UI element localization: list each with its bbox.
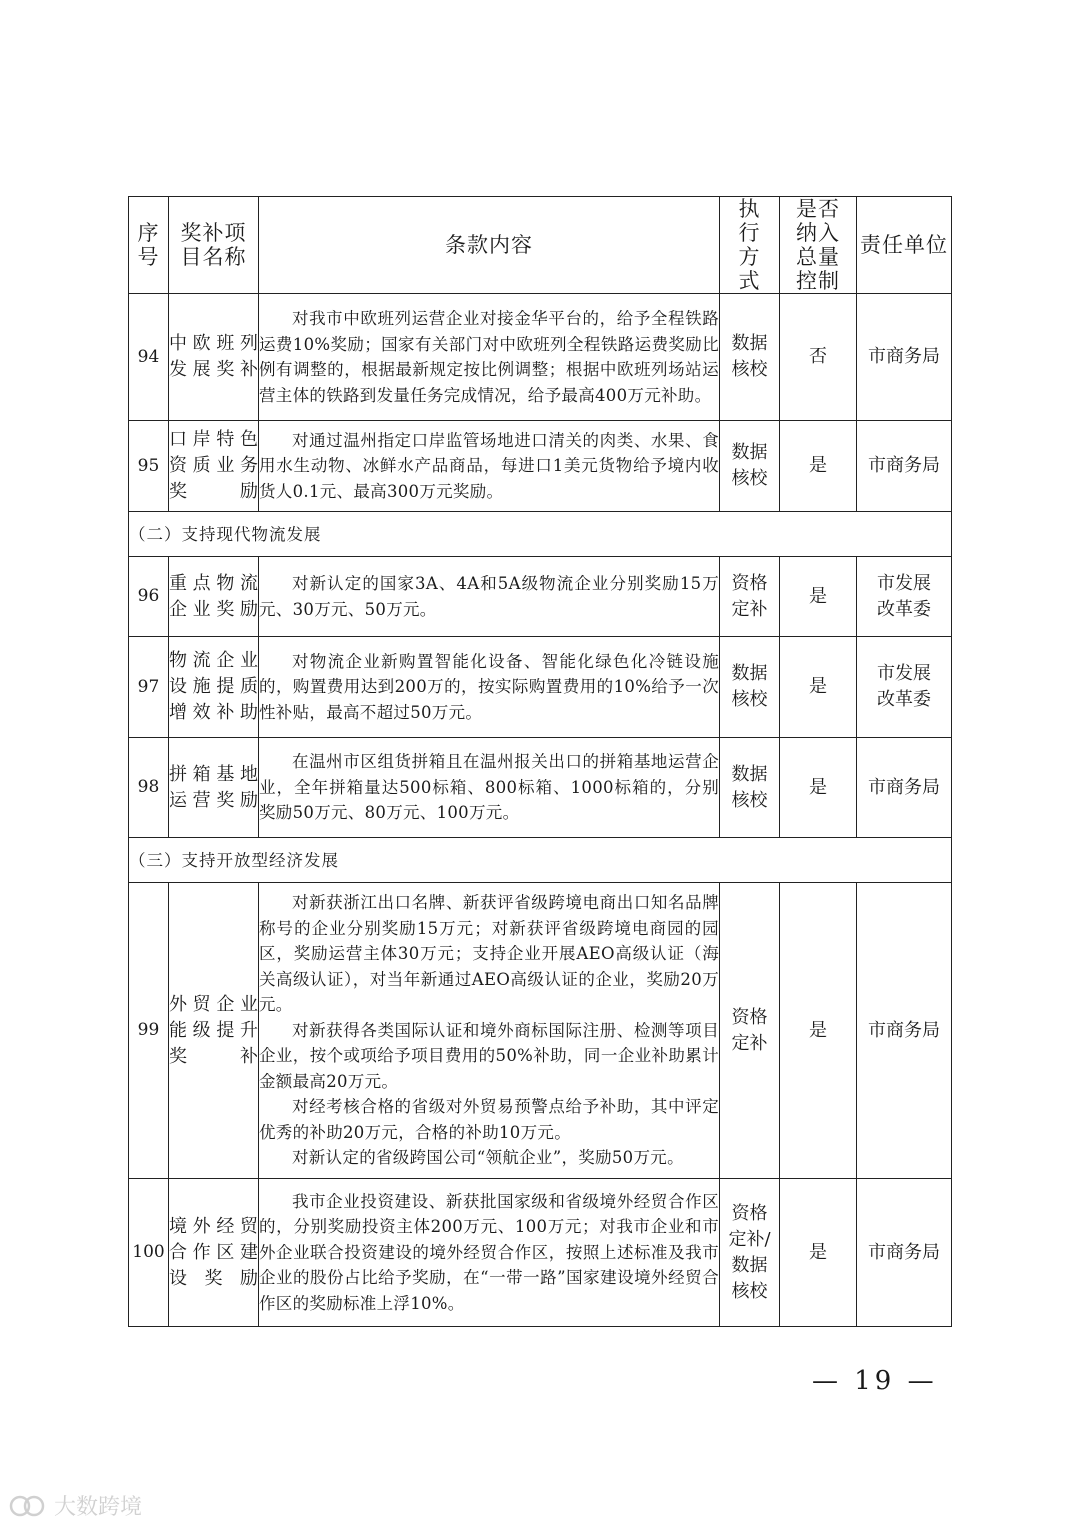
content-paragraph: 对物流企业新购置智能化设备、智能化绿色化冷链设施的，购置费用达到200万的，按实际购置费用的10%给予一次性补贴，最高不超过50万元。 <box>259 651 719 722</box>
table-row <box>129 421 952 512</box>
row-total: 是 <box>780 557 857 637</box>
row-method: 数据核校 <box>720 421 780 512</box>
row-total: 是 <box>780 637 857 738</box>
row-content <box>259 1179 720 1327</box>
row-no: 96 <box>129 557 169 637</box>
row-no: 99 <box>129 883 169 1179</box>
row-content <box>259 637 720 738</box>
header-no: 序号 <box>129 197 169 294</box>
row-name: 外贸企业能级提升奖补 <box>169 883 259 1179</box>
row-name: 中欧班列发展奖补 <box>169 294 259 421</box>
table-row <box>129 637 952 738</box>
row-content <box>259 421 720 512</box>
section-row <box>129 838 952 883</box>
header-name: 奖补项目名称 <box>169 197 259 294</box>
content-paragraph: 对新认定的省级跨国公司“领航企业”，奖励50万元。 <box>292 1148 684 1168</box>
row-method: 数据核校 <box>720 738 780 838</box>
row-method: 数据核校 <box>720 637 780 738</box>
row-method: 资格定补 <box>720 557 780 637</box>
table-row <box>129 557 952 637</box>
row-no: 95 <box>129 421 169 512</box>
page-number: — 19 — <box>812 1366 938 1396</box>
content-paragraph: 对新获浙江出口名牌、新获评省级跨境电商出口知名品牌称号的企业分别奖励15万元；对新获评省级跨境电商园的园区，奖励运营主体30万元；支持企业开展AEO高级认证（海关高级认证），对当年新通过AEO高级认证的企业，奖励20万元。 <box>259 893 719 1015</box>
content-paragraph: 对新认定的国家3A、4A和5A级物流企业分别奖励15万元、30万元、50万元。 <box>259 574 719 619</box>
row-no: 100 <box>129 1179 169 1327</box>
content-paragraph: 在温州市区组货拼箱且在温州报关出口的拼箱基地运营企业，全年拼箱量达500标箱、800标箱、1000标箱的，分别奖励50万元、80万元、100万元。 <box>259 752 719 823</box>
row-unit: 市发展改革委 <box>857 557 952 637</box>
row-name: 重点物流企业奖励 <box>169 557 259 637</box>
row-name: 物流企业设施提质增效补助 <box>169 637 259 738</box>
row-content <box>259 883 720 1179</box>
content-paragraph: 我市企业投资建设、新获批国家级和省级境外经贸合作区的，分别奖励投资主体200万元、100万元；对我市企业和市外企业联合投资建设的境外经贸合作区，按照上述标准及我市企业的股份占比给予奖励，在“一带一路”国家建设境外经贸合作区的奖励标准上浮10%。 <box>259 1191 719 1313</box>
table-header-row <box>129 197 952 294</box>
row-total: 是 <box>780 738 857 838</box>
row-name: 口岸特色资质业务奖励 <box>169 421 259 512</box>
content-paragraph: 对通过温州指定口岸监管场地进口清关的肉类、水果、食用水生动物、冰鲜水产品商品，每进口1美元货物给予境内收货人0.1元、最高300万元奖励。 <box>259 430 719 501</box>
section-row <box>129 512 952 557</box>
header-method: 执行方式 <box>720 197 780 294</box>
row-unit: 市商务局 <box>857 294 952 421</box>
row-method: 资格定补 <box>720 883 780 1179</box>
section-title: （二）支持现代物流发展 <box>129 512 952 557</box>
table-row <box>129 883 952 1179</box>
row-no: 97 <box>129 637 169 738</box>
table-row <box>129 294 952 421</box>
watermark <box>8 1490 142 1521</box>
content-paragraph: 对新获得各类国际认证和境外商标国际注册、检测等项目企业，按个或项给予项目费用的50%补助，同一企业补助累计金额最高20万元。 <box>259 1020 719 1091</box>
policy-table <box>128 196 952 1327</box>
row-unit: 市商务局 <box>857 421 952 512</box>
row-method: 数据核校 <box>720 294 780 421</box>
row-unit: 市商务局 <box>857 883 952 1179</box>
watermark-logo-icon <box>8 1494 48 1518</box>
row-content <box>259 557 720 637</box>
content-paragraph: 对我市中欧班列运营企业对接金华平台的，给予全程铁路运费10%奖励；国家有关部门对中欧班列全程铁路运费奖励比例有调整的，根据最新规定按比例调整；根据中欧班列场站运营主体的铁路到发量任务完成情况，给予最高400万元补助。 <box>259 309 719 405</box>
row-unit: 市商务局 <box>857 1179 952 1327</box>
row-unit: 市商务局 <box>857 738 952 838</box>
row-total: 否 <box>780 294 857 421</box>
table-row <box>129 1179 952 1327</box>
row-name: 拼箱基地运营奖励 <box>169 738 259 838</box>
header-total: 是否纳入总量控制 <box>780 197 857 294</box>
row-content <box>259 294 720 421</box>
row-content <box>259 738 720 838</box>
row-name: 境外经贸合作区建设奖励 <box>169 1179 259 1327</box>
row-total: 是 <box>780 883 857 1179</box>
row-method: 资格定补/数据核校 <box>720 1179 780 1327</box>
content-paragraph: 对经考核合格的省级对外贸易预警点给予补助，其中评定优秀的补助20万元，合格的补助10万元。 <box>259 1097 719 1142</box>
row-total: 是 <box>780 421 857 512</box>
header-content: 条款内容 <box>259 197 720 294</box>
header-unit: 责任单位 <box>857 197 952 294</box>
section-title: （三）支持开放型经济发展 <box>129 838 952 883</box>
row-total: 是 <box>780 1179 857 1327</box>
table-row <box>129 738 952 838</box>
row-unit: 市发展改革委 <box>857 637 952 738</box>
watermark-text: 大数跨境 <box>54 1495 143 1520</box>
row-no: 94 <box>129 294 169 421</box>
row-no: 98 <box>129 738 169 838</box>
